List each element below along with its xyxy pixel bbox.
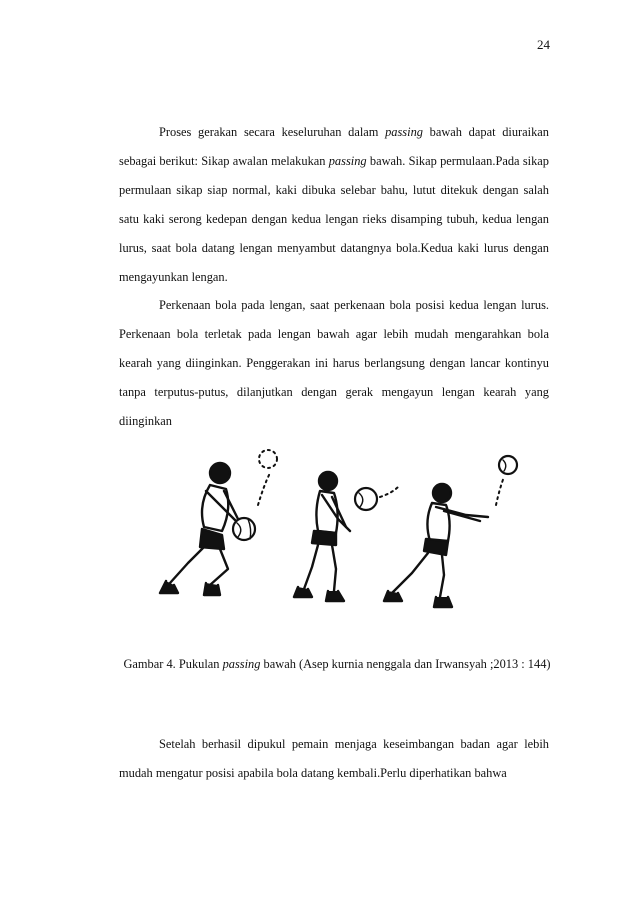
caption-italic-term: passing: [222, 657, 261, 671]
player-figure-3: [384, 484, 488, 607]
ball-trajectory-2: [380, 487, 398, 497]
caption-text: bawah (Asep kurnia nenggala dan Irwansyah ;2013 : 144): [260, 657, 551, 671]
ball-trajectory-1: [258, 450, 277, 505]
ball-trajectory-3: [496, 477, 504, 505]
figure-caption: [119, 648, 555, 680]
ball-1: [233, 518, 255, 540]
text-run: bawah. Sikap permulaan.Pada sikap permulaan sikap siap normal, kaki dibuka selebar bahu, lutut ditekuk dengan salah satu kaki serong kedepan dengan kedua lengan rieks disamping tubuh, kedua lengan lurus, saat bola datang lengan menyambut datangnya bola.Kedua kaki lurus dengan mengayunkan lengan.: [119, 154, 549, 284]
ball-3: [499, 456, 517, 474]
italic-term: passing: [385, 125, 423, 139]
paragraph-sikap-awalan: [119, 118, 549, 292]
text-run: Setelah berhasil dipukul pemain menjaga keseimbangan badan agar lebih mudah mengatur posisi apabila bola datang kembali.Perlu diperhatikan bahwa: [119, 737, 549, 780]
text-run: bawah dapat diuraikan sebagai berikut: Sikap awalan melakukan: [119, 125, 549, 168]
player-figure-2: [294, 472, 350, 601]
passing-illustration: [140, 445, 530, 617]
player-figure-1: [160, 463, 240, 595]
ball-2: [355, 488, 377, 510]
italic-term: passing: [328, 154, 367, 168]
page-number: 24: [537, 37, 550, 52]
paragraph-keseimbangan: [119, 730, 549, 788]
text-run: Proses gerakan secara keseluruhan dalam: [159, 125, 386, 139]
text-run: Perkenaan bola pada lengan, saat perkenaan bola posisi kedua lengan lurus. Perkenaan bola terletak pada lengan bawah agar lebih mudah mengarahkan bola kearah yang diinginkan. Penggerakan ini harus berlangsung dengan lancar kontinyu tanpa terputus-putus, dilanjutkan dengan gerak mengayun lengan kearah yang diinginkan: [119, 298, 549, 428]
paragraph-perkenaan-bola: [119, 291, 549, 436]
caption-text: Gambar 4. Pukulan: [123, 657, 223, 671]
